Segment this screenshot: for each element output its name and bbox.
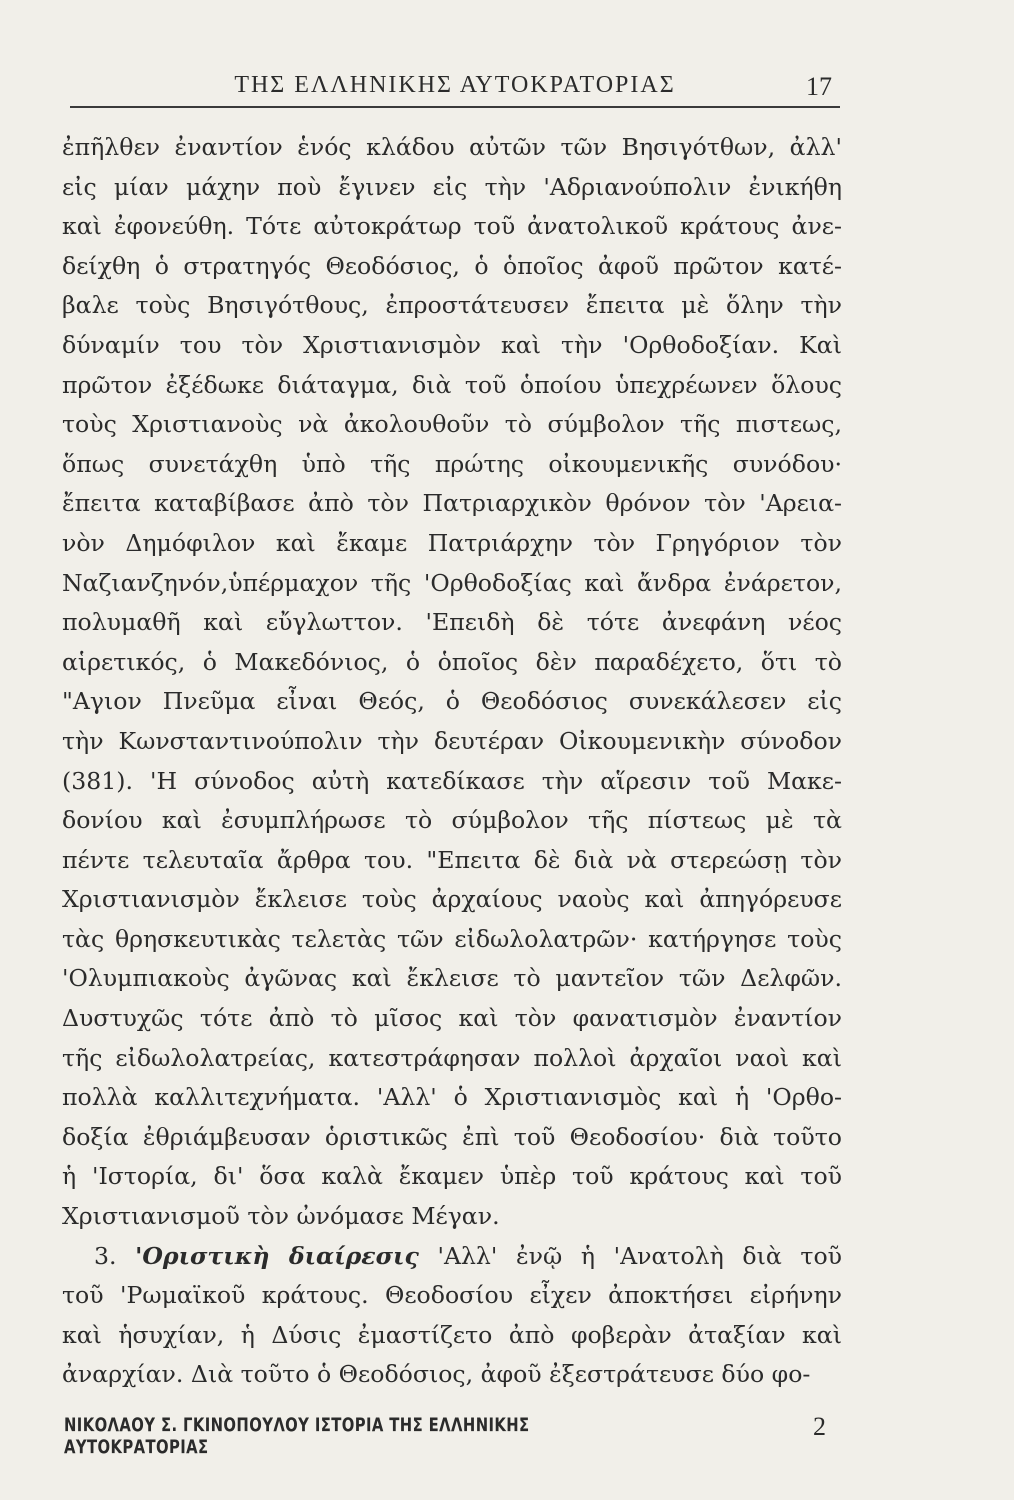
text-line: τῆς εἰδωλολατρείας, κατεστράφησαν πολλοὶ ἀρχαῖοι ναοὶ καὶ [62,1043,842,1072]
text-line: Χριστιανισμοῦ τὸν ὠνόμασε Μέγαν. [62,1202,500,1231]
text-line: ἔπειτα καταβίβασε ἀπὸ τὸν Πατριαρχικὸν θρόνον τὸν 'Αρεια- [62,489,842,518]
text-line: δείχθη ὁ στρατηγός Θεοδόσιος, ὁ ὁποῖος ἀφοῦ πρῶτον κατέ- [62,251,842,280]
text-line: καὶ ἐφονεύθη. Τότε αὐτοκράτωρ τοῦ ἀνατολικοῦ κράτους ἀνε- [62,212,842,241]
text-line: ἀναρχίαν. Διὰ τοῦτο ὁ Θεοδόσιος, ἀφοῦ ἐξεστράτευσε δύο φο- [62,1360,811,1389]
text-line: "Αγιον Πνεῦμα εἶναι Θεός, ὁ Θεοδόσιος συνεκάλεσεν εἰς [62,687,842,716]
text-line: ὅπως συνετάχθη ὑπὸ τῆς πρώτης οἰκουμενικῆς συνόδου· [62,449,842,478]
text-line: (381). 'Η σύνοδος αὐτὴ κατεδίκασε τὴν αἵρεσιν τοῦ Μακε- [62,766,842,795]
footer-book-title: ΝΙΚΟΛΑΟΥ Σ. ΓΚΙΝΟΠΟΥΛΟΥ ΙΣΤΟΡΙΑ ΤΗΣ ΕΛΛΗΝΙΚΗΣ ΑΥΤΟΚΡΑΤΟΡΙΑΣ [64,1414,530,1458]
signature-mark: 2 [813,1412,826,1441]
page-footer [64,1408,840,1458]
text-line: δονίου καὶ ἐσυμπλήρωσε τὸ σύμβολον τῆς πίστεως μὲ τὰ [62,806,842,835]
text-line: Ναζιανζηνόν,ὑπέρμαχον τῆς 'Ορθοδοξίας καὶ ἄνδρα ἐνάρετον, [62,568,842,597]
page-header [70,62,840,108]
section-line-rest: 'Αλλ' ἐνῷ ἡ 'Ανατολὴ διὰ τοῦ [437,1241,842,1270]
text-line: πολλὰ καλλιτεχνήματα. 'Αλλ' ὁ Χριστιανισμὸς καὶ ἡ 'Ορθο- [62,1083,842,1112]
text-line: ἡ 'Ιστορία, δι' ὅσα καλὰ ἔκαμεν ὑπὲρ τοῦ κράτους καὶ τοῦ [62,1162,842,1191]
section-number: 3. [94,1241,117,1270]
text-line: ἐπῆλθεν ἐναντίον ἑνός κλάδου αὐτῶν τῶν Βησιγότθων, ἀλλ' [62,133,842,161]
text-line: τοῦ 'Ρωμαϊκοῦ κράτους. Θεοδοσίου εἶχεν ἀποκτήσει εἰρήνην [62,1281,842,1310]
text-line: 'Ολυμπιακοὺς ἀγῶνας καὶ ἔκλεισε τὸ μαντεῖον τῶν Δελφῶν. [62,964,842,993]
text-line: Χριστιανισμὸν ἔκλεισε τοὺς ἀρχαίους ναοὺς καὶ ἀπηγόρευσε [62,885,842,914]
text-line: βαλε τοὺς Βησιγότθους, ἐπροστάτευσεν ἔπειτα μὲ ὅλην τὴν [62,291,842,320]
text-line: πέντε τελευταῖα ἄρθρα του. "Επειτα δὲ διὰ νὰ στερεώσῃ τὸν [62,845,842,874]
text-line: εἰς μίαν μάχην ποὺ ἔγινεν εἰς τὴν 'Αδριανούπολιν ἐνικήθη [62,172,842,201]
text-line: πρῶτον ἐξέδωκε διάταγμα, διὰ τοῦ ὁποίου ὑπεχρέωνεν ὅλους [62,370,842,399]
section-heading: 'Οριστικὴ διαίρεσις [135,1241,419,1270]
text-line: Δυστυχῶς τότε ἀπὸ τὸ μῖσος καὶ τὸν φανατισμὸν ἐναντίον [62,1004,842,1033]
main-text [62,128,842,1395]
text-line: δύναμίν του τὸν Χριστιανισμὸν καὶ τὴν 'Ορθοδοξίαν. Καὶ [62,330,842,359]
text-line: τὰς θρησκευτικὰς τελετὰς τῶν εἰδωλολατρῶν· κατήργησε τοὺς [62,924,842,953]
text-line: πολυμαθῆ καὶ εὔγλωττον. 'Επειδὴ δὲ τότε ἀνεφάνη νέος [62,608,842,637]
text-line: τοὺς Χριστιανοὺς νὰ ἀκολουθοῦν τὸ σύμβολον τῆς πιστεως, [62,410,842,439]
text-line: νὸν Δημόφιλον καὶ ἔκαμε Πατριάρχην τὸν Γρηγόριον τὸν [62,528,842,557]
text-line: τὴν Κωνσταντινούπολιν τὴν δευτέραν Οἰκουμενικὴν σύνοδον [62,726,842,755]
text-line: δοξία ἐθριάμβευσαν ὁριστικῶς ἐπὶ τοῦ Θεοδοσίου· διὰ τοῦτο [62,1122,842,1151]
running-title: ΤΗΣ ΕΛΛΗΝΙΚΗΣ ΑΥΤΟΚΡΑΤΟΡΙΑΣ [234,72,676,98]
text-line: καὶ ἡσυχίαν, ἡ Δύσις ἐμαστίζετο ἀπὸ φοβερὰν ἀταξίαν καὶ [62,1320,842,1349]
text-line: αἱρετικός, ὁ Μακεδόνιος, ὁ ὁποῖος δὲν παραδέχετο, ὅτι τὸ [62,647,842,676]
page-number: 17 [806,72,832,101]
section-heading-line [62,1237,842,1277]
